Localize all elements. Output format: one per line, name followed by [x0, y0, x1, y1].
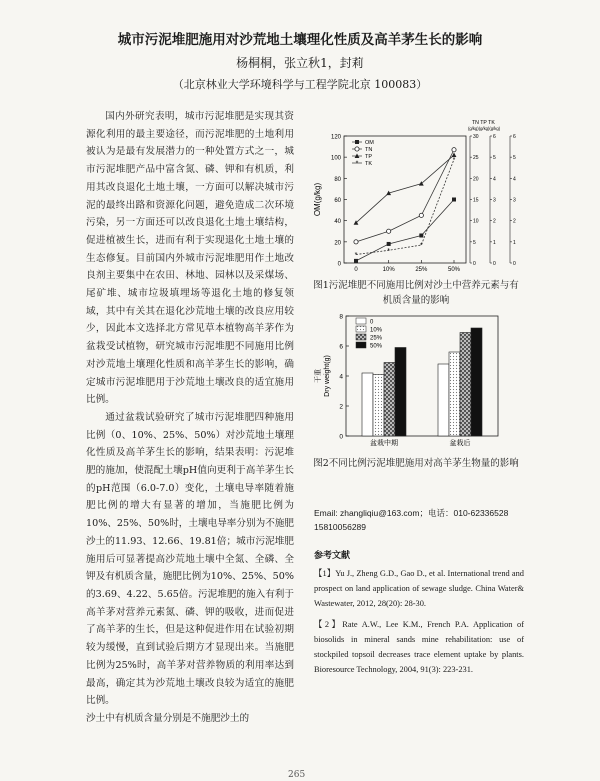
fig1-legend-label: TK	[365, 161, 373, 167]
fig1-right-tick-label: 3	[513, 197, 516, 204]
references-heading: 参考文献	[314, 551, 351, 561]
page-number: 265	[288, 770, 306, 780]
fig1-point-tk: *	[452, 156, 456, 164]
fig2-bar-0-1	[373, 375, 384, 437]
fig1-right-tick-label: 25	[473, 155, 479, 162]
contact-info	[314, 506, 544, 534]
fig1-point-om	[354, 259, 358, 263]
fig1-point-om	[452, 198, 456, 202]
fig2-legend-swatch	[356, 318, 366, 324]
fig1-ytick-label: 40	[334, 219, 341, 226]
fig2-legend-label: 0	[370, 319, 374, 326]
fig2-bar-0-3	[395, 348, 406, 437]
fig2-bar-0-2	[384, 363, 395, 437]
fig1-right-tick-label: 10	[473, 218, 479, 225]
fig1-right-tick-label: 4	[493, 176, 496, 183]
fig2-legend-label: 10%	[370, 327, 383, 334]
reference-item: 【1】Yu J., Zheng G.D., Gao D., et al. International trend and prospect on land application of sewage sludge. China Water& Wastewater, 2012, 28(20): 28-30.	[314, 569, 524, 608]
fig1-right-tick-label: 1	[513, 239, 516, 246]
fig1-ytick-label: 60	[334, 198, 341, 204]
fig1-ytick-label: 80	[334, 176, 341, 183]
fig1-right-tick-label: 1	[493, 239, 496, 246]
authors: 杨桐桐，张立秋1，封莉	[236, 56, 364, 70]
reference-item: 【2】Rate A.W., Lee K.M., French P.A. Application of biosolids in mineral sands mine rehabilitation: use of stockpiled topsoil decreases trace element uptake by plants. Bioresource Technology, 2004, 91(3): 223-231.	[314, 620, 524, 674]
fig1-point-om	[387, 242, 391, 246]
fig2-xtick-label: 盆栽后	[449, 440, 471, 447]
fig1-point-tk: *	[387, 247, 391, 255]
fig1-legend-marker: *	[355, 160, 359, 168]
fig1-ytick-label: 120	[330, 134, 341, 141]
fig1-legend-label: TP	[365, 154, 373, 160]
fig1-ytick-label: 0	[337, 261, 341, 268]
paragraph-intro: 国内外研究表明，城市污泥堆肥是实现其资源化利用的最主要途径，而污泥堆肥的土地利用被认为是最有发展潜力的一种处置方式之一，城市污泥堆肥产品中富含氮、磷、钾和有机质，利用其改良退化土地土壤，一方面可以解决城市污泥的最终出路和资源化问题，避免造成二次环境污染，另一方面还可以改良退化土地土壤结构，促进植被生长，进而有利于实现退化土地土壤的生态修复。目前国内外城市污泥堆肥用作土地改良剂主要集中在农田、林地、园林以及采煤场、尾矿堆、城市垃圾填埋场等退化土地的修复领域，其中有关其在退化沙荒地土壤的改良应用较少，因此本文选择北方常见草本植物高羊茅作为盆栽受试植物，研究城市污泥堆肥不同施用比例对沙荒地土壤理化性质和高羊茅生长的影响，确定城市污泥堆肥用于沙荒地土壤改良的适宜施用比例。	[86, 111, 294, 406]
fig2-ylabel: 干重	[315, 369, 322, 383]
fig2-legend-swatch	[356, 326, 366, 332]
fig1-point-tn	[452, 148, 456, 152]
fig1-point-tn	[354, 240, 358, 244]
fig1-legend-marker	[355, 140, 359, 144]
fig1-point-om	[419, 233, 423, 237]
fig1-ytick-label: 100	[330, 155, 341, 162]
contact-phone: 15810056289	[314, 522, 367, 532]
figure-1-line-chart	[308, 118, 530, 273]
fig2-legend-label: 50%	[370, 343, 383, 350]
fig2-ytick-label: 6	[339, 343, 343, 351]
fig2-bar-0-0	[362, 373, 373, 436]
paper-title: 城市污泥堆肥施用对沙荒地土壤理化性质及高羊茅生长的影响	[117, 32, 483, 48]
fig2-bar-1-3	[471, 328, 482, 436]
fig1-right-tick-label: 6	[493, 134, 496, 140]
fig1-right-header: TN TP TK	[472, 120, 495, 126]
fig2-bar-1-1	[449, 352, 460, 436]
fig2-legend-swatch	[356, 342, 366, 348]
fig1-right-tick-label: 0	[493, 261, 496, 267]
fig2-legend-label: 25%	[370, 335, 383, 342]
fig2-legend	[356, 318, 383, 350]
fig1-right-tick-label: 0	[473, 261, 476, 267]
figure-2-bar-chart	[308, 310, 508, 456]
fig1-ylabel: OM(g/kg)	[313, 182, 322, 217]
fig1-point-tk: *	[354, 252, 358, 260]
fig1-right-tick-label: 4	[513, 176, 516, 183]
fig1-right-tick-label: 0	[513, 261, 516, 267]
contact-email: Email: zhangliqiu@163.com；电话：010-62336528	[314, 508, 509, 518]
fig1-right-tick-label: 3	[493, 197, 496, 204]
fig1-right-tick-label: 30	[473, 134, 479, 140]
fig1-right-tick-label: 5	[513, 155, 516, 162]
fig2-ytick-label: 8	[339, 313, 343, 321]
fig2-xtick-label: 盆栽中期	[370, 440, 398, 447]
figure-1-caption: 图1污泥堆肥不同施用比例对沙土中营养元素与有机质含量的影响	[313, 280, 519, 306]
fig2-ytick-label: 4	[339, 373, 343, 381]
fig1-right-tick-label: 2	[513, 218, 516, 225]
fig1-xtick-label: 25%	[415, 267, 428, 273]
fig1-xtick-label: 50%	[447, 267, 461, 273]
fig1-right-header-units: (g/kg)(g/kg)(g/kg)	[468, 126, 501, 131]
fig2-ytick-label: 2	[339, 403, 343, 411]
fig1-axes	[313, 120, 516, 273]
fig1-legend-marker	[355, 147, 359, 151]
fig2-bar-1-2	[460, 333, 471, 437]
fig1-right-tick-label: 20	[473, 176, 479, 183]
fig1-ytick-label: 20	[334, 240, 341, 247]
fig2-ylabel-en: Dry weight(g)	[324, 355, 331, 397]
figure-2-caption: 图2不同比例污泥堆肥施用对高羊茅生物量的影响	[313, 458, 519, 469]
fig1-point-tn	[387, 229, 391, 233]
fig1-right-tick-label: 5	[473, 239, 476, 246]
body-text-column	[86, 108, 294, 728]
fig2-bar-1-0	[438, 364, 449, 436]
fig1-right-tick-label: 15	[473, 197, 479, 204]
fig1-right-tick-label: 5	[493, 155, 496, 162]
fig1-point-tn	[419, 213, 423, 217]
paragraph-tail: 沙土中有机质含量分别是不施肥沙土的	[86, 712, 250, 724]
fig1-plot-frame	[344, 136, 466, 263]
fig1-legend-label: OM	[365, 140, 374, 146]
fig1-series-line-om	[356, 200, 454, 261]
fig1-right-tick-label: 2	[493, 218, 496, 225]
references-list	[314, 566, 524, 683]
fig2-legend-swatch	[356, 334, 366, 340]
fig1-right-tick-label: 6	[513, 134, 516, 140]
fig1-legend-label: TN	[365, 147, 373, 153]
fig1-xtick-label: 10%	[382, 267, 395, 273]
fig1-point-tk: *	[419, 242, 423, 250]
fig1-xtick-label: 0	[354, 267, 358, 273]
fig2-ytick-label: 0	[339, 433, 343, 441]
paragraph-results: 通过盆栽试验研究了城市污泥堆肥四种施用比例（0、10%、25%、50%）对沙荒地土壤理化性质及高羊茅生长的影响，结果表明：污泥堆肥的施加，使混配土壤pH值向更利于高羊茅生长的pH范围（6.0-7.0）变化，土壤电导率随着施肥比例的增大有显著的增加，当施肥比例为10%、25%、50%时，土壤电导率分别为不施肥沙土的11.93、12.66、19.81倍；城市污泥堆肥施用后可显著提高沙荒地土壤中全氮、全磷、全钾及有机质含量，施肥比例为10%、25%、50%的3.69、4.22、5.65倍。污泥堆肥的施入有利于高羊茅对营养元素氮、磷、钾的吸收，进而促进了高羊茅的生长，但是这种促进作用在试验初期较为缓慢，直到试验后期方才显现出来。当施肥比例为25%时，高羊茅对营养物质的利用率达到最高，确定其为沙荒地土壤改良较为适宜的施肥比例。	[86, 411, 294, 707]
fig1-legend	[352, 140, 374, 168]
affiliation: （北京林业大学环境科学与工程学院北京 100083）	[172, 78, 428, 91]
